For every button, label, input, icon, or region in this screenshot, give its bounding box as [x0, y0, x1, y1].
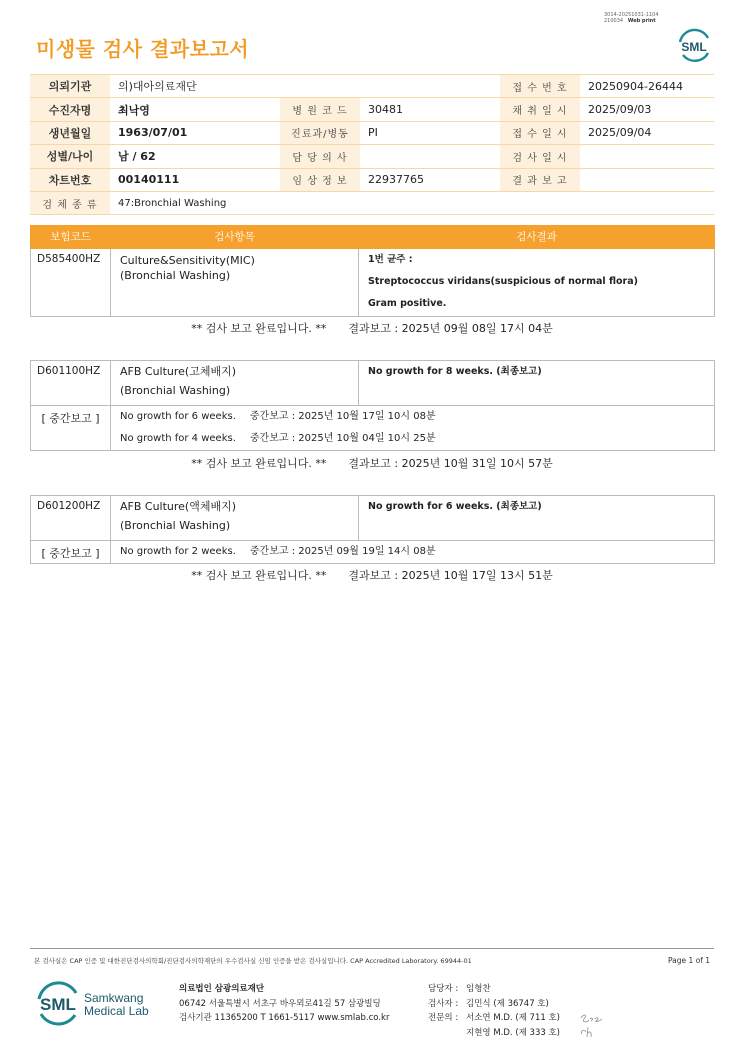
test-item-specimen: (Bronchial Washing) [120, 269, 231, 282]
test-item-name: Culture&Sensitivity(MIC) [120, 254, 255, 267]
interim-label: [ 중간보고 ] [31, 541, 111, 564]
patient-info-value: 2025/09/04 [580, 121, 714, 144]
col-test-result: 검사결과 [359, 226, 715, 249]
patient-info-row [30, 168, 714, 191]
test-item-specimen: (Bronchial Washing) [120, 384, 231, 397]
complete-text: ** 검사 보고 완료입니다. ** [191, 569, 327, 582]
sml-logo-text: SML [40, 995, 76, 1014]
test-item-name: AFB Culture(고체배지) [120, 365, 237, 378]
insurance-code: D601100HZ [31, 361, 111, 406]
insurance-code: D601200HZ [31, 496, 111, 541]
final-report-time: 결과보고 : 2025년 10월 17일 13시 51분 [348, 569, 553, 582]
patient-info-value: 남 / 62 [110, 145, 280, 168]
result-line: 1번 균주 : [368, 254, 413, 265]
patient-info-value: 00140111 [110, 168, 280, 191]
patient-info-value: PI [360, 121, 500, 144]
patient-info-value [360, 145, 500, 168]
handwritten-signature-icon [578, 1010, 608, 1042]
patient-info-label: 접 수 일 시 [500, 121, 580, 144]
result-line: No growth for 8 weeks. (최종보고) [368, 366, 542, 377]
patient-info-row [30, 75, 714, 98]
footer-divider [30, 948, 714, 949]
patient-info-value: 의)대아의료재단 [110, 75, 280, 98]
accreditation-note: 본 검사실은 CAP 인증 및 대한진단검사의학회/진단검사의학재단의 우수검사실 신임 인증을 받은 검사실입니다. CAP Accredited Laboratory. 69944-01 [34, 957, 472, 965]
patient-info-value [580, 145, 714, 168]
specimen-label: 검 체 종 류 [30, 191, 110, 214]
patient-info-label: 생년월일 [30, 121, 110, 144]
report-complete-3 [0, 567, 744, 583]
test-item-specimen: (Bronchial Washing) [120, 519, 231, 532]
patient-info-label: 결 과 보 고 [500, 168, 580, 191]
specimen-value: 47:Bronchial Washing [110, 191, 714, 214]
patient-info-row [30, 145, 714, 168]
patient-info-label: 채 취 일 시 [500, 98, 580, 121]
patient-info-value: 30481 [360, 98, 500, 121]
patient-info-row [30, 121, 714, 144]
staff-row: 담당자 : 임형찬 [428, 984, 491, 994]
patient-info-label [280, 75, 360, 98]
staff-row: 전문의 : 서소연 M.D. (제 711 호) [428, 1013, 561, 1023]
interim-line: No growth for 6 weeks. 중간보고 : 2025년 10월 17일 10시 08분 [120, 411, 436, 422]
print-metadata [604, 12, 659, 24]
patient-info-label: 진료과/병동 [280, 121, 360, 144]
patient-info-label: 성별/나이 [30, 145, 110, 168]
specimen-row [30, 191, 714, 214]
result-table-3 [30, 495, 715, 564]
report-title: 미생물 검사 결과보고서 [36, 37, 250, 61]
final-report-time: 결과보고 : 2025년 10월 31일 10시 57분 [348, 457, 553, 470]
patient-info-value [580, 168, 714, 191]
patient-info-label: 임 상 정 보 [280, 168, 360, 191]
patient-info-label: 병 원 코 드 [280, 98, 360, 121]
samkwang-logo-icon [36, 980, 156, 1026]
patient-info-value: 1963/07/01 [110, 121, 280, 144]
patient-info-label: 접 수 번 호 [500, 75, 580, 98]
org-contact: 검사기관 11365200 T 1661-5117 www.smlab.co.kr [179, 1013, 390, 1023]
result-line: Gram positive. [368, 298, 447, 309]
logo-name-2: Medical Lab [84, 1004, 149, 1018]
interim-line: No growth for 2 weeks. 중간보고 : 2025년 09월 19일 14시 08분 [120, 546, 436, 557]
staff-info [428, 982, 560, 1040]
interim-label: [ 중간보고 ] [31, 406, 111, 451]
col-test-item: 검사항목 [111, 226, 359, 249]
sml-logo-icon [675, 26, 713, 64]
print-id-2: 210034 [604, 18, 624, 24]
result-table-2 [30, 360, 715, 451]
patient-info-label: 담 당 의 사 [280, 145, 360, 168]
logo-name-1: Samkwang [84, 991, 144, 1005]
staff-row: 검사자 : 김민식 (제 36747 호) [428, 998, 549, 1009]
patient-info-label: 검 사 일 시 [500, 145, 580, 168]
complete-text: ** 검사 보고 완료입니다. ** [191, 457, 327, 470]
patient-info-label: 수진자명 [30, 98, 110, 121]
organization-info [179, 982, 389, 1026]
patient-info-label: 의뢰기관 [30, 75, 110, 98]
patient-info-value [360, 75, 500, 98]
result-line: No growth for 6 weeks. (최종보고) [368, 501, 542, 512]
page-number: Page 1 of 1 [668, 956, 711, 965]
report-complete-2 [0, 455, 744, 471]
result-line: Streptococcus viridans(suspicious of normal flora) [368, 276, 638, 287]
patient-info-value: 최낙영 [110, 98, 280, 121]
result-table-1 [30, 225, 715, 317]
org-address: 06742 서울특별시 서초구 바우뫼로41길 57 삼광빌딩 [179, 998, 381, 1009]
test-item-name: AFB Culture(액체배지) [120, 500, 237, 513]
col-insurance-code: 보험코드 [31, 226, 111, 249]
patient-info-value: 22937765 [360, 168, 500, 191]
patient-info-table [30, 74, 714, 215]
web-print-label: Web print [627, 18, 656, 24]
final-report-time: 결과보고 : 2025년 09월 08일 17시 04분 [348, 322, 553, 335]
staff-row: 지현영 M.D. (제 333 호) [466, 1027, 561, 1038]
report-complete-1 [0, 320, 744, 336]
interim-line: No growth for 4 weeks. 중간보고 : 2025년 10월 04일 10시 25분 [120, 433, 436, 444]
patient-info-value: 20250904-26444 [580, 75, 714, 98]
insurance-code: D585400HZ [31, 249, 111, 317]
complete-text: ** 검사 보고 완료입니다. ** [191, 322, 327, 335]
sml-logo-text: SML [681, 40, 707, 54]
print-id: 3014-20251031-1104 [604, 12, 659, 18]
patient-info-value: 2025/09/03 [580, 98, 714, 121]
patient-info-label: 차트번호 [30, 168, 110, 191]
patient-info-row [30, 98, 714, 121]
org-name: 의료법인 삼광의료재단 [179, 984, 265, 994]
